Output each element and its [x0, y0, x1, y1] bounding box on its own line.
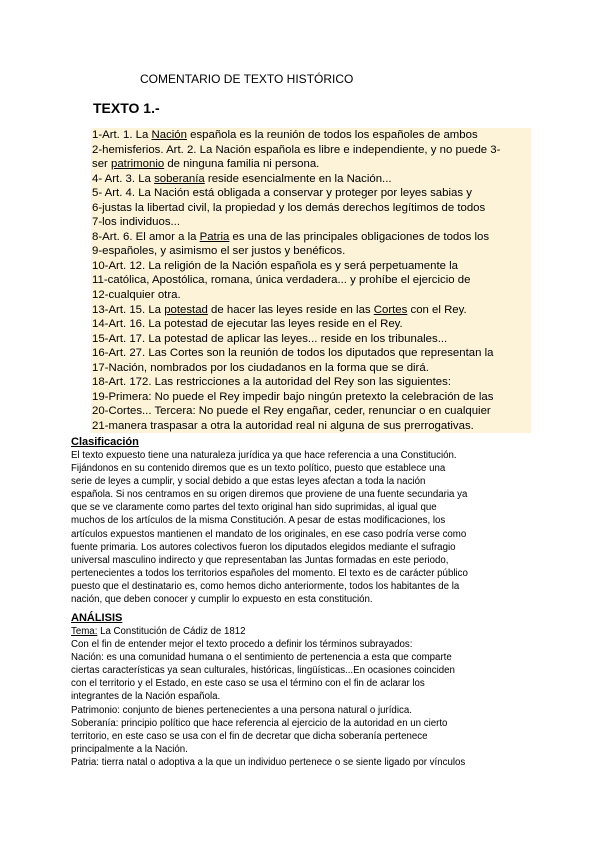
body-line: universal masculino indirecto y que representaban las Juntas formadas en este periodo, — [71, 554, 449, 566]
body-line: con el territorio y el Estado, en este caso se usa el término con el fin de aclarar los — [71, 678, 425, 690]
document-title: COMENTARIO DE TEXTO HISTÓRICO — [140, 72, 354, 86]
source-line — [91, 375, 531, 390]
source-line-text: 18-Art. 172. Las restricciones a la autoridad del Rey son las siguientes: — [92, 376, 451, 389]
source-line — [91, 288, 531, 303]
body-line: Fijándonos en su contenido diremos que es un texto político, puesto que establece una — [71, 463, 446, 475]
underlined-term: Nación — [151, 129, 187, 141]
body-line: artículos expuestos mantienen el mandato de los originales, en ese caso podría verse como — [71, 528, 467, 540]
source-line-text: 9-españoles, y asimismo el ser justos y benéficos. — [92, 245, 346, 258]
source-line — [91, 157, 531, 172]
body-line: territorio, en este caso se usa con el fin de decretar que dicha soberanía pertenece — [71, 730, 428, 742]
source-line — [91, 201, 531, 216]
source-line-text: 19-Primera: No puede el Rey impedir bajo ningún pretexto la celebración de las — [92, 390, 494, 403]
body-line: Soberanía: principio político que hace referencia al ejercicio de la autoridad en un cierto — [71, 717, 448, 729]
body-line: Nación: es una comunidad humana o el sentimiento de pertenencia a esta que comparte — [71, 652, 452, 664]
body-line: principalmente a la Nación. — [71, 743, 188, 755]
source-line-text: 12-cualquier otra. — [92, 289, 181, 302]
source-line — [91, 419, 531, 434]
source-line — [91, 186, 531, 201]
source-line-text: 21-manera traspasar a otra la autoridad real ni alguna de sus prerrogativas. — [92, 419, 474, 432]
source-line — [91, 128, 531, 143]
source-line-text: 4- Art. 3. La — [92, 172, 155, 185]
source-line-text: 10-Art. 12. La religión de la Nación española es y será perpetuamente la — [92, 259, 458, 272]
texto-heading: TEXTO 1.- — [93, 100, 160, 116]
tema-label: Tema: — [71, 626, 98, 637]
body-line: pertenecientes a todos los territorios españoles del momento. El texto es de carácter público — [71, 567, 468, 579]
underlined-term: potestad — [164, 303, 208, 316]
source-line-text: ser — [92, 158, 111, 171]
clasificacion-section — [71, 436, 531, 606]
body-line: Con el fin de entender mejor el texto procedo a definir los términos subrayados: — [71, 639, 413, 651]
source-line — [91, 404, 531, 419]
source-line-text: con el Rey. — [407, 303, 467, 316]
body-line: nación, que deben conocer y cumplir lo expuesto en esta constitución. — [71, 594, 373, 606]
body-line: fuente primaria. Los autores colectivos fueron los diputados elegidos mediante el sufragio — [71, 541, 456, 553]
source-line — [91, 317, 531, 332]
clasificacion-heading: Clasificación — [71, 436, 139, 448]
source-line — [91, 346, 531, 361]
body-line: integrantes de la Nación española. — [71, 691, 221, 703]
source-line-text: 11-católica, Apostólica, romana, única verdadera... y prohíbe el ejercicio de — [92, 274, 471, 287]
source-line-text: 1-Art. 1. La — [92, 129, 152, 141]
source-line-text: 15-Art. 17. La potestad de aplicar las leyes... reside en los tribunales... — [92, 332, 448, 345]
analisis-section — [71, 612, 531, 769]
source-line-text: es una de las principales obligaciones de todos los — [229, 230, 490, 243]
source-line-text: 13-Art. 15. La — [92, 303, 165, 316]
source-line-text: 14-Art. 16. La potestad de ejecutar las leyes reside en el Rey. — [92, 318, 403, 331]
source-text-block — [91, 128, 531, 433]
source-line — [91, 390, 531, 405]
body-line: muchos de los artículos de la misma Constitución. A pesar de estas modificaciones, los — [71, 515, 446, 527]
body-line: Patrimonio: conjunto de bienes pertenecientes a una persona natural o jurídica. — [71, 704, 412, 716]
body-line: serie de leyes a cumplir, y social debido a que estas leyes afectan a toda la nación — [71, 476, 426, 488]
source-line — [91, 332, 531, 347]
body-line: Patria: tierra natal o adoptiva a la que un individuo pertenece o se siente ligado por vínculos — [71, 756, 466, 768]
source-line-text: 17-Nación, nombrados por los ciudadanos en la forma que se dirá. — [92, 361, 429, 374]
source-line-text: 2-hemisferios. Art. 2. La Nación española es libre e independiente, y no puede 3- — [92, 143, 501, 156]
body-line: española. Si nos centramos en su origen diremos que proviene de una fuente secundaria ya — [71, 489, 468, 501]
source-line — [91, 259, 531, 274]
body-line: puesto que el destinatario es, como hemos dicho anteriormente, todos los habitantes de la — [71, 580, 460, 592]
source-line — [91, 361, 531, 376]
underlined-term: soberanía — [154, 172, 205, 185]
source-line-text: 6-justas la libertad civil, la propiedad y los demás derechos legítimos de todos — [92, 201, 486, 214]
body-line: El texto expuesto tiene una naturaleza jurídica ya que hace referencia a una Constitución. — [71, 450, 457, 461]
tema-line — [71, 625, 531, 638]
underlined-term: Cortes — [373, 303, 408, 316]
source-line-text: 16-Art. 27. Las Cortes son la reunión de todos los diputados que representan la — [92, 347, 494, 360]
underlined-term: patrimonio — [111, 158, 165, 171]
source-line-text: reside esencialmente en la Nación... — [204, 172, 392, 185]
source-line — [91, 273, 531, 288]
source-line — [91, 215, 531, 230]
underlined-term: Patria — [199, 230, 230, 243]
source-line — [91, 244, 531, 259]
clasificacion-body — [71, 449, 531, 606]
tema-value: La Constitución de Cádiz de 1812 — [97, 626, 246, 637]
analisis-body — [71, 638, 531, 769]
source-line-text: de hacer las leyes reside en las — [207, 303, 374, 316]
source-line-text: 20-Cortes... Tercera: No puede el Rey engañar, ceder, renunciar o en cualquier — [92, 405, 491, 418]
body-line: ciertas características ya sean culturales, históricas, lingüísticas...En ocasiones coinciden — [71, 665, 455, 677]
source-line-text: 7-los individuos... — [92, 216, 181, 229]
source-line — [91, 172, 531, 187]
source-line — [91, 143, 531, 158]
source-line-text: de ninguna familia ni persona. — [164, 158, 320, 171]
body-line: que se ve claramente como partes del texto original han sido suprimidas, al igual que — [71, 502, 437, 514]
analisis-heading: ANÁLISIS — [71, 612, 123, 624]
source-line-text: española es la reunión de todos los españoles de ambos — [186, 129, 478, 141]
source-line-text: 5- Art. 4. La Nación está obligada a conservar y proteger por leyes sabias y — [92, 187, 472, 200]
source-line — [91, 230, 531, 245]
source-line — [91, 303, 531, 318]
source-line-text: 8-Art. 6. El amor a la — [92, 230, 200, 243]
